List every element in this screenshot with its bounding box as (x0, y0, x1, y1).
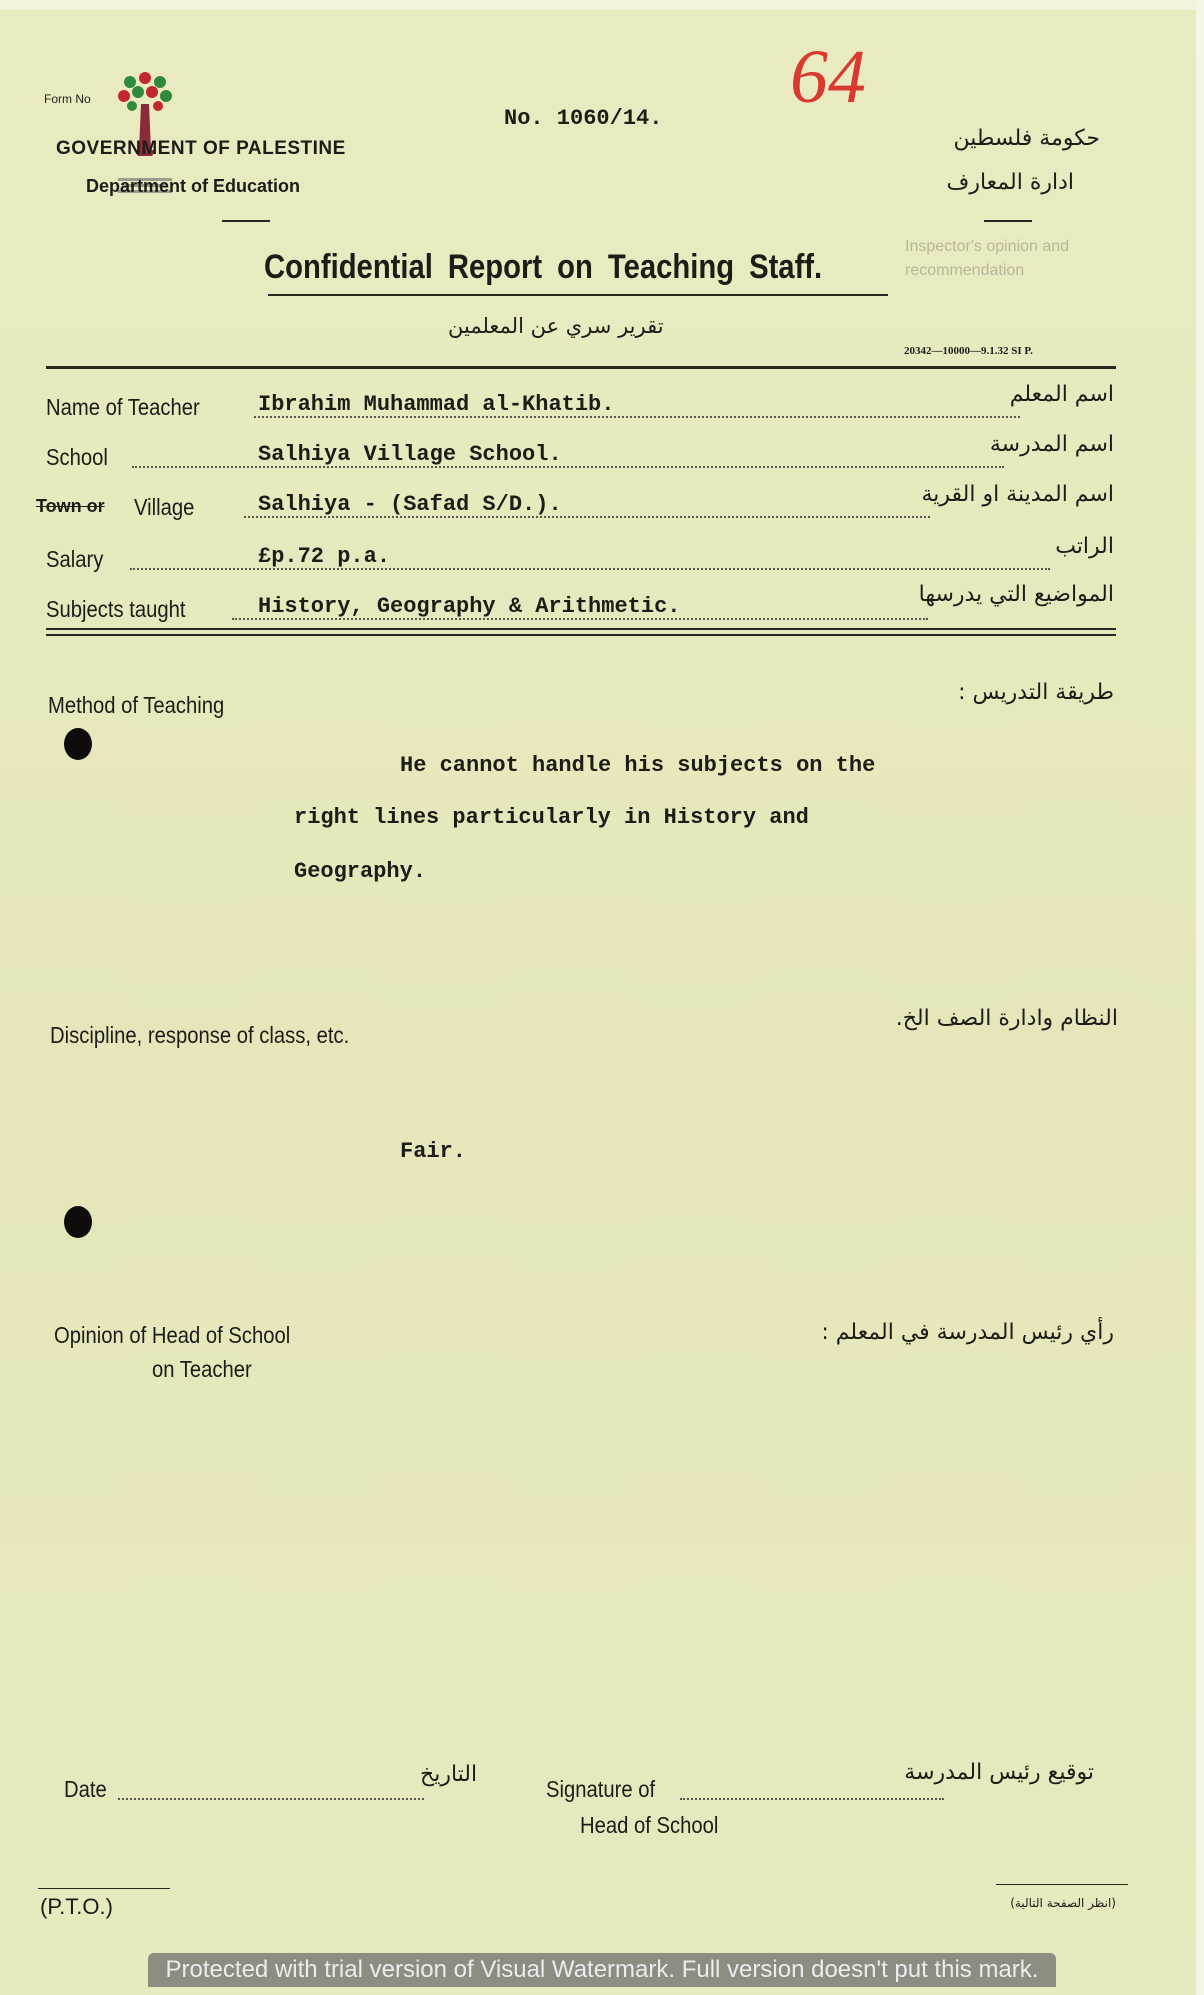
table-bottom-rule (46, 634, 1116, 636)
divider (996, 1884, 1128, 1885)
paper-edge (0, 0, 1204, 10)
divider (984, 220, 1032, 222)
signature-sublabel: Head of School (580, 1812, 719, 1838)
arabic-report-title: تقرير سري عن المعلمين (448, 314, 664, 338)
field-value-school: Salhiya Village School. (258, 442, 562, 467)
method-label: Method of Teaching (48, 692, 225, 718)
arabic-field-label: اسم المعلم (1009, 382, 1114, 407)
field-label: Subjects taught (46, 596, 186, 622)
table-bottom-rule (46, 628, 1116, 630)
paper-edge (1196, 0, 1204, 1995)
discipline-label: Discipline, response of class, etc. (50, 1022, 350, 1048)
arabic-field-label: الراتب (1055, 534, 1114, 559)
department-heading: Department of Education (86, 176, 301, 196)
arabic-signature-label: توقيع رئيس المدرسة (904, 1760, 1094, 1785)
dotted-line (118, 1798, 424, 1800)
dotted-line (680, 1798, 944, 1800)
arabic-field-label: المواضيع التي يدرسها (918, 582, 1114, 607)
field-value-subjects: History, Geography & Arithmetic. (258, 594, 681, 619)
arabic-opinion-label: رأي رئيس المدرسة في المعلم : (821, 1320, 1114, 1345)
field-label: Salary (46, 546, 104, 572)
report-title: Confidential Report on Teaching Staff. (264, 248, 823, 286)
date-label: Date (64, 1776, 107, 1802)
divider (222, 220, 270, 222)
arabic-field-label: اسم المدرسة (989, 432, 1114, 457)
punch-hole (64, 728, 92, 760)
arabic-department-heading: ادارة المعارف (946, 170, 1074, 195)
show-through-text: Inspector's opinion and (905, 238, 1070, 255)
table-top-rule (46, 366, 1116, 369)
arabic-government-heading: حكومة فلسطين (953, 126, 1100, 151)
punch-hole (64, 1206, 92, 1238)
show-through-text: recommendation (905, 262, 1025, 279)
pto-label: (P.T.O.) (40, 1894, 113, 1919)
watermark-banner: Protected with trial version of Visual Watermark. Full version doesn't put this mark. (148, 1953, 1056, 1987)
field-value-salary: £p.72 p.a. (258, 544, 391, 569)
print-code: 20342—10000—9.1.32 SI P. (904, 345, 1033, 357)
field-label: Name of Teacher (46, 394, 200, 420)
arabic-pto-label: (انظر الصفحة التالية) (1010, 1896, 1116, 1910)
method-text-line: Geography. (294, 859, 427, 884)
method-text-line: He cannot handle his subjects on the (400, 753, 876, 778)
arabic-method-label: طريقة التدريس : (958, 680, 1114, 705)
struck-label: Town or (36, 496, 105, 516)
discipline-text: Fair. (400, 1139, 467, 1164)
form-no-label: Form No (44, 92, 91, 106)
divider (38, 1888, 170, 1889)
field-label: Village (134, 494, 195, 520)
opinion-label: Opinion of Head of School (54, 1322, 291, 1348)
method-text-line: right lines particularly in History and (294, 805, 809, 830)
arabic-field-label: اسم المدينة او القرية (921, 482, 1114, 507)
arabic-discipline-label: النظام وادارة الصف الخ. (895, 1006, 1118, 1031)
field-label: School (46, 444, 108, 470)
field-value-village: Salhiya - (Safad S/D.). (258, 492, 562, 517)
title-underline (268, 294, 888, 296)
signature-label: Signature of (546, 1776, 656, 1802)
handwritten-page-number: 64 (790, 35, 866, 119)
field-value-teacher: Ibrahim Muhammad al-Khatib. (258, 392, 615, 417)
arabic-date-label: التاريخ (420, 1762, 478, 1787)
opinion-label: on Teacher (152, 1356, 252, 1382)
document-number: No. 1060/14. (504, 106, 663, 131)
government-heading: GOVERNMENT OF PALESTINE (56, 138, 346, 159)
